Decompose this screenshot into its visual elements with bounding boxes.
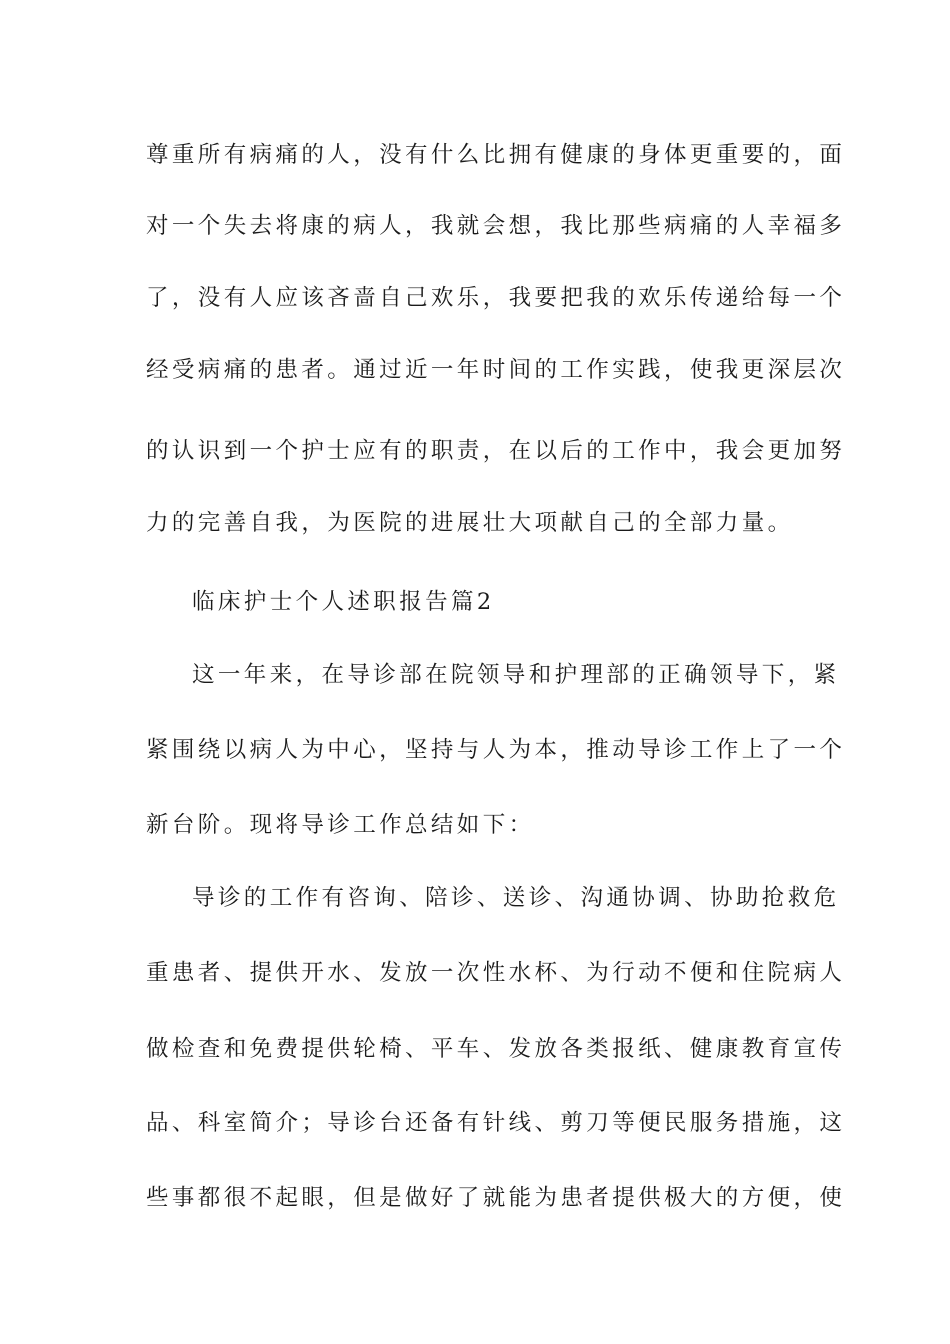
paragraph-line: 重患者、提供开水、发放一次性水杯、为行动不便和住院病人: [146, 960, 846, 986]
paragraph-line: 新台阶。现将导诊工作总结如下：: [146, 812, 535, 838]
paragraph-line: 对一个失去将康的病人，我就会想，我比那些病痛的人幸福多: [146, 213, 846, 239]
paragraph-line: 做检查和免费提供轮椅、平车、发放各类报纸、健康教育宣传: [146, 1036, 846, 1062]
paragraph-line: 经受病痛的患者。通过近一年时间的工作实践，使我更深层次: [146, 357, 846, 383]
paragraph-line: 尊重所有病痛的人，没有什么比拥有健康的身体更重要的，面: [146, 142, 846, 168]
paragraph-line: 这一年来，在导诊部在院领导和护理部的正确领导下，紧: [192, 662, 840, 688]
paragraph-line: 力的完善自我，为医院的进展壮大项献自己的全部力量。: [146, 510, 794, 536]
paragraph-line: 的认识到一个护士应有的职责，在以后的工作中，我会更加努: [146, 438, 846, 464]
section-heading: 临床护士个人述职报告篇2: [192, 589, 495, 615]
paragraph-line: 了，没有人应该吝啬自己欢乐，我要把我的欢乐传递给每一个: [146, 285, 846, 311]
paragraph-line: 紧围绕以病人为中心，坚持与人为本，推动导诊工作上了一个: [146, 737, 846, 763]
paragraph-line: 些事都很不起眼，但是做好了就能为患者提供极大的方便，使: [146, 1185, 846, 1211]
paragraph-line: 导诊的工作有咨询、陪诊、送诊、沟通协调、协助抢救危: [192, 885, 840, 911]
paragraph-line: 品、科室简介；导诊台还备有针线、剪刀等便民服务措施，这: [146, 1110, 846, 1136]
